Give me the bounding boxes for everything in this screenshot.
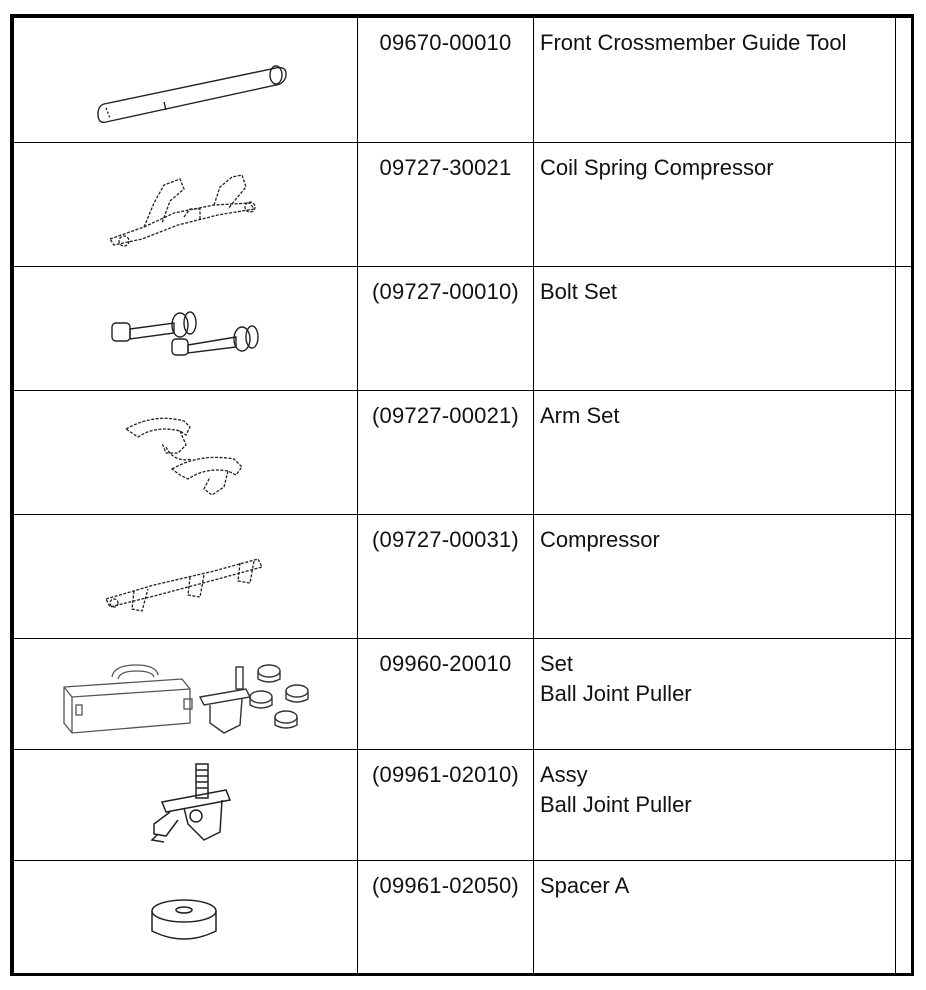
part-number: (09727-00021)	[358, 391, 534, 515]
table-row	[14, 515, 912, 639]
tool-illustration-cell	[14, 861, 358, 974]
part-number: 09670-00010	[358, 18, 534, 143]
part-number: 09960-20010	[358, 639, 534, 750]
table-row	[14, 861, 912, 974]
tool-name: Compressor	[534, 515, 896, 639]
tool-illustration-cell	[14, 391, 358, 515]
tool-name: Bolt Set	[534, 267, 896, 391]
tool-illustration-cell	[14, 267, 358, 391]
table-row	[14, 143, 912, 267]
spring-compressor-icon	[14, 143, 358, 267]
part-number: (09727-00010)	[358, 267, 534, 391]
part-number: (09961-02050)	[358, 861, 534, 974]
table-row	[14, 750, 912, 861]
tool-name: Assy Ball Joint Puller	[534, 750, 896, 861]
tool-name: Set Ball Joint Puller	[534, 639, 896, 750]
tool-name: Coil Spring Compressor	[534, 143, 896, 267]
arm-set-icon	[14, 391, 358, 515]
puller-set-icon	[14, 639, 358, 750]
tool-name: Spacer A	[534, 861, 896, 974]
guide-rod-icon	[14, 18, 358, 143]
table-row	[14, 639, 912, 750]
compressor-icon	[14, 515, 358, 639]
part-number: (09961-02010)	[358, 750, 534, 861]
puller-assy-icon	[14, 750, 358, 861]
table-row	[14, 267, 912, 391]
tool-illustration-cell	[14, 515, 358, 639]
spacer-icon	[14, 861, 358, 974]
table-row	[14, 391, 912, 515]
part-number: (09727-00031)	[358, 515, 534, 639]
bolt-set-icon	[14, 267, 358, 391]
table-row	[14, 18, 912, 143]
tool-illustration-cell	[14, 750, 358, 861]
tool-name: Front Crossmember Guide Tool	[534, 18, 896, 143]
part-number: 09727-30021	[358, 143, 534, 267]
tool-illustration-cell	[14, 18, 358, 143]
tool-name: Arm Set	[534, 391, 896, 515]
tool-illustration-cell	[14, 143, 358, 267]
special-tools-table	[10, 14, 914, 976]
tool-illustration-cell	[14, 639, 358, 750]
